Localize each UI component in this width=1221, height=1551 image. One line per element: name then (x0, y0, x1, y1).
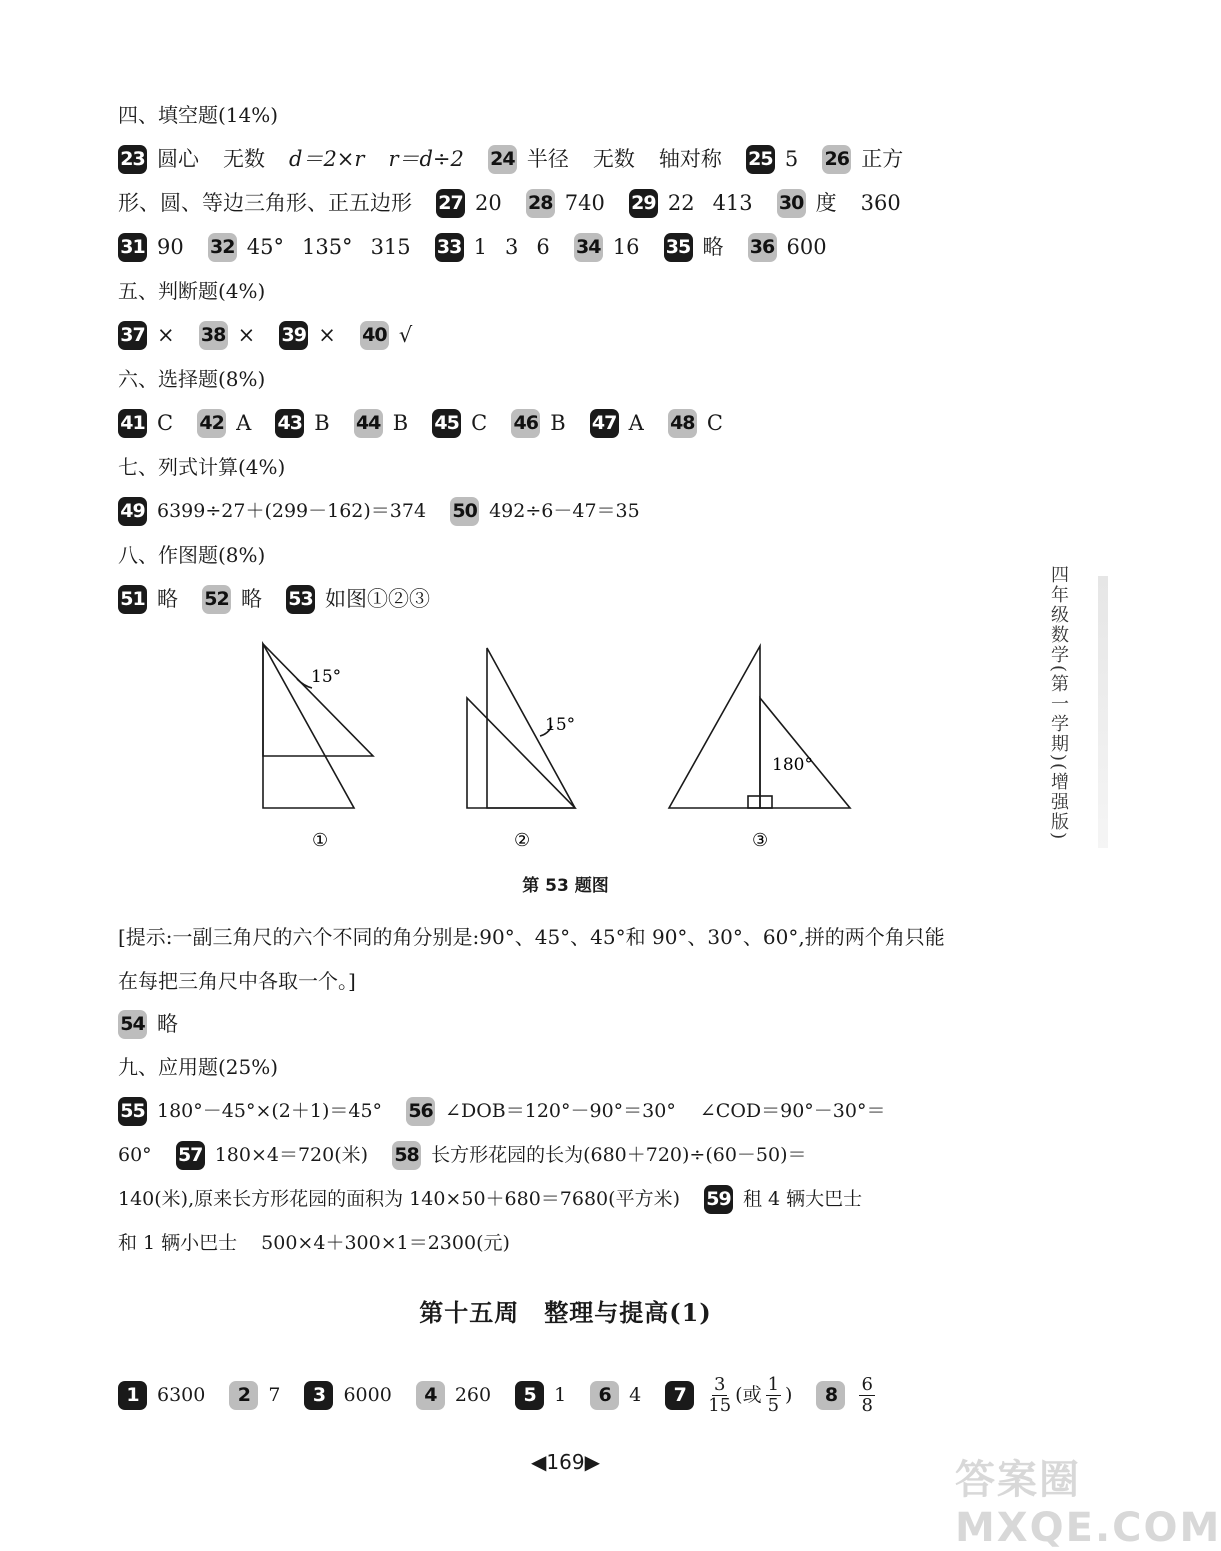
question-number-badge: 37 (118, 321, 147, 350)
set-square-shape (669, 646, 760, 808)
answer: × (318, 323, 336, 347)
section-word-problems (118, 1052, 278, 1082)
answer: 60° (118, 1144, 152, 1166)
fraction (859, 1375, 874, 1416)
figure-label: ③ (752, 830, 769, 851)
question-number-badge: 7 (665, 1381, 694, 1410)
answer: 740 (564, 191, 605, 215)
answer: 圆心 (157, 147, 199, 171)
question-number-badge: 53 (286, 585, 315, 614)
question-number-badge: 50 (450, 497, 479, 526)
section-title: 五、判断题(4%) (118, 279, 266, 303)
answer: 1 (554, 1384, 567, 1406)
answer: C (706, 411, 723, 435)
answer: ∠DOB＝120°－90°＝30° (445, 1100, 676, 1122)
question-number-badge: 46 (511, 409, 540, 438)
answer: 略 (241, 587, 262, 611)
section-drawing (118, 540, 265, 570)
angle-label: 15° (545, 715, 576, 735)
question-number-badge: 5 (515, 1381, 544, 1410)
fraction-denominator: 5 (767, 1394, 780, 1416)
answer: 形、圆、等边三角形、正五边形 (118, 191, 412, 215)
question-number-badge: 35 (664, 233, 693, 262)
answer: 6000 (343, 1384, 392, 1406)
question-number-badge: 28 (526, 189, 555, 218)
question-number-badge: 4 (416, 1381, 445, 1410)
answer: 略 (157, 587, 178, 611)
fraction-numerator: 3 (713, 1373, 726, 1395)
arrow-right-icon: ▶ (584, 1450, 600, 1474)
answer: 6 (536, 235, 550, 259)
answer: 140(米),原来长方形花园的面积为 140×50＋680＝7680(平方米) (118, 1188, 680, 1210)
answer: C (157, 411, 174, 435)
page-number-value: 169 (546, 1450, 585, 1474)
answer: d＝2×r (289, 147, 365, 171)
side-tab (1098, 576, 1108, 848)
fraction-denominator: 8 (861, 1394, 873, 1416)
section-choice (118, 364, 265, 394)
section-title: 四、填空题(14%) (118, 103, 279, 127)
figure-label: ① (312, 830, 329, 851)
question-number-badge: 39 (279, 321, 308, 350)
question-number-badge: 38 (199, 321, 228, 350)
answer: 413 (712, 191, 753, 215)
answer: 半径 (526, 147, 569, 171)
section-title: 七、列式计算(4%) (118, 455, 286, 479)
answer: × (237, 323, 256, 347)
angle-label: 180° (772, 755, 813, 775)
answer: 略 (702, 235, 724, 259)
question-number-badge: 27 (436, 189, 465, 218)
answer-line-4 (118, 320, 412, 350)
angle-label: 15° (311, 667, 342, 687)
section-title: 八、作图题(8%) (118, 543, 266, 567)
answer: C (471, 411, 488, 435)
question-number-badge: 41 (118, 409, 147, 438)
question-number-badge: 40 (360, 321, 389, 350)
answer-line-1 (118, 144, 903, 174)
answer: 315 (370, 235, 411, 259)
hint-line-2 (118, 966, 356, 996)
answer: 1 (473, 235, 488, 259)
answer: 500×4＋300×1＝2300(元) (261, 1232, 510, 1254)
answer-line-2 (118, 188, 901, 218)
answer: √ (398, 323, 413, 347)
answer: B (550, 411, 566, 435)
watermark: 答案圈 MXQE.COM (955, 1457, 1221, 1551)
answer: 无数 (592, 147, 635, 171)
question-number-badge: 43 (275, 409, 304, 438)
fraction-numerator: 6 (861, 1373, 873, 1395)
answer: A (236, 411, 252, 435)
answer-line-6 (118, 496, 640, 526)
answer: 长方形花园的长为(680＋720)÷(60－50)＝ (431, 1144, 807, 1166)
answer: 180×4＝720(米) (214, 1144, 369, 1166)
section-judge (118, 276, 265, 306)
answer: B (314, 411, 330, 435)
answer: 7 (268, 1384, 281, 1406)
section-fill-in (118, 100, 278, 130)
answer: ∠COD＝90°－30°＝ (699, 1100, 886, 1122)
question-number-badge: 57 (176, 1141, 205, 1170)
question-number-badge: 30 (777, 189, 806, 218)
answer-line-3 (118, 232, 827, 262)
question-number-badge: 44 (354, 409, 383, 438)
question-number-badge: 49 (118, 497, 147, 526)
answer: 6300 (157, 1384, 206, 1406)
question-number-badge: 6 (590, 1381, 619, 1410)
answer: 如图①②③ (325, 587, 430, 611)
answer: 和 1 辆小巴士 (118, 1232, 238, 1254)
answer-line-5 (118, 408, 723, 438)
question-number-badge: 29 (629, 189, 658, 218)
question-number-badge: 52 (202, 585, 231, 614)
section-title: 六、选择题(8%) (118, 367, 266, 391)
question-number-badge: 8 (816, 1381, 845, 1410)
answer: 租 4 辆大巴士 (742, 1188, 863, 1210)
question-number-badge: 51 (118, 585, 147, 614)
answer: 5 (784, 147, 799, 171)
question-number-badge: 56 (406, 1097, 435, 1126)
answer-line-13 (118, 1372, 879, 1418)
answer-line-7 (118, 584, 430, 614)
answer: 600 (786, 235, 827, 259)
answer: 3 (505, 235, 519, 259)
figure-caption: 第 53 题图 (522, 876, 609, 896)
answer: 正方 (861, 147, 904, 171)
answer: 20 (475, 191, 502, 215)
question-number-badge: 33 (435, 233, 464, 262)
set-square-shape (760, 698, 850, 808)
question-number-badge: 25 (746, 145, 775, 174)
answer-alt: ) (785, 1384, 793, 1406)
question-number-badge: 3 (304, 1381, 333, 1410)
answer: 180°－45°×(2＋1)＝45° (157, 1100, 383, 1122)
figure-label: ② (514, 830, 531, 851)
question-number-badge: 32 (208, 233, 237, 262)
answer: 略 (157, 1012, 178, 1036)
answer: 无数 (223, 147, 265, 171)
hint-text: [提示:一副三角尺的六个不同的角分别是:90°、45°、45°和 90°、30°、60°,拼的两个角只能 (118, 925, 945, 949)
triangle-figure (0, 630, 1131, 860)
hint-text: 在每把三角尺中各取一个。] (118, 969, 356, 993)
answer: B (392, 411, 409, 435)
answer: 492÷6－47＝35 (489, 500, 640, 522)
question-number-badge: 58 (392, 1141, 421, 1170)
question-number-badge: 48 (668, 409, 697, 438)
week-heading: 第十五周 整理与提高(1) (419, 1298, 712, 1327)
answer: 6399÷27＋(299－162)＝374 (157, 500, 427, 522)
question-number-badge: 1 (118, 1381, 147, 1410)
question-number-badge: 54 (118, 1010, 147, 1039)
answer: 360 (860, 191, 901, 215)
question-number-badge: 31 (118, 233, 147, 262)
answer: 90 (157, 235, 184, 259)
question-number-badge: 47 (590, 409, 619, 438)
question-number-badge: 45 (432, 409, 461, 438)
answer-line-10 (118, 1140, 807, 1170)
section-title: 九、应用题(25%) (118, 1055, 279, 1079)
question-number-badge: 55 (118, 1097, 147, 1126)
question-number-badge: 59 (704, 1185, 733, 1214)
answer-line-11 (118, 1184, 862, 1214)
answer: 45° (246, 235, 284, 259)
answer: 135° (301, 235, 353, 259)
arrow-left-icon: ◀ (531, 1450, 547, 1474)
answer-line-9 (118, 1096, 885, 1126)
question-number-badge: 26 (822, 145, 851, 174)
answer: r＝d÷2 (388, 147, 464, 171)
question-number-badge: 2 (229, 1381, 258, 1410)
section-calculation (118, 452, 285, 482)
answer-line-12 (118, 1228, 510, 1258)
fraction-denominator: 15 (708, 1394, 732, 1416)
fraction-numerator: 1 (767, 1373, 780, 1395)
question-number-badge: 42 (197, 409, 226, 438)
answer: × (157, 323, 175, 347)
answer: 4 (629, 1384, 642, 1406)
answer: 轴对称 (658, 147, 722, 171)
answer: 22 (667, 191, 695, 215)
question-number-badge: 34 (574, 233, 603, 262)
question-number-badge: 36 (748, 233, 777, 262)
answer: A (628, 411, 644, 435)
side-title: 四年级数学(第一学期)(增强版) (1048, 565, 1069, 842)
fraction (708, 1375, 731, 1416)
set-square-shape (263, 644, 373, 756)
answer-line-8 (118, 1009, 178, 1039)
fraction (766, 1375, 781, 1416)
answer: 260 (454, 1384, 492, 1406)
question-number-badge: 23 (118, 145, 147, 174)
answer: 度 (815, 191, 837, 215)
answer-alt: (或 (735, 1384, 762, 1406)
hint-line-1 (118, 922, 945, 952)
answer: 16 (612, 235, 640, 259)
question-number-badge: 24 (488, 145, 517, 174)
